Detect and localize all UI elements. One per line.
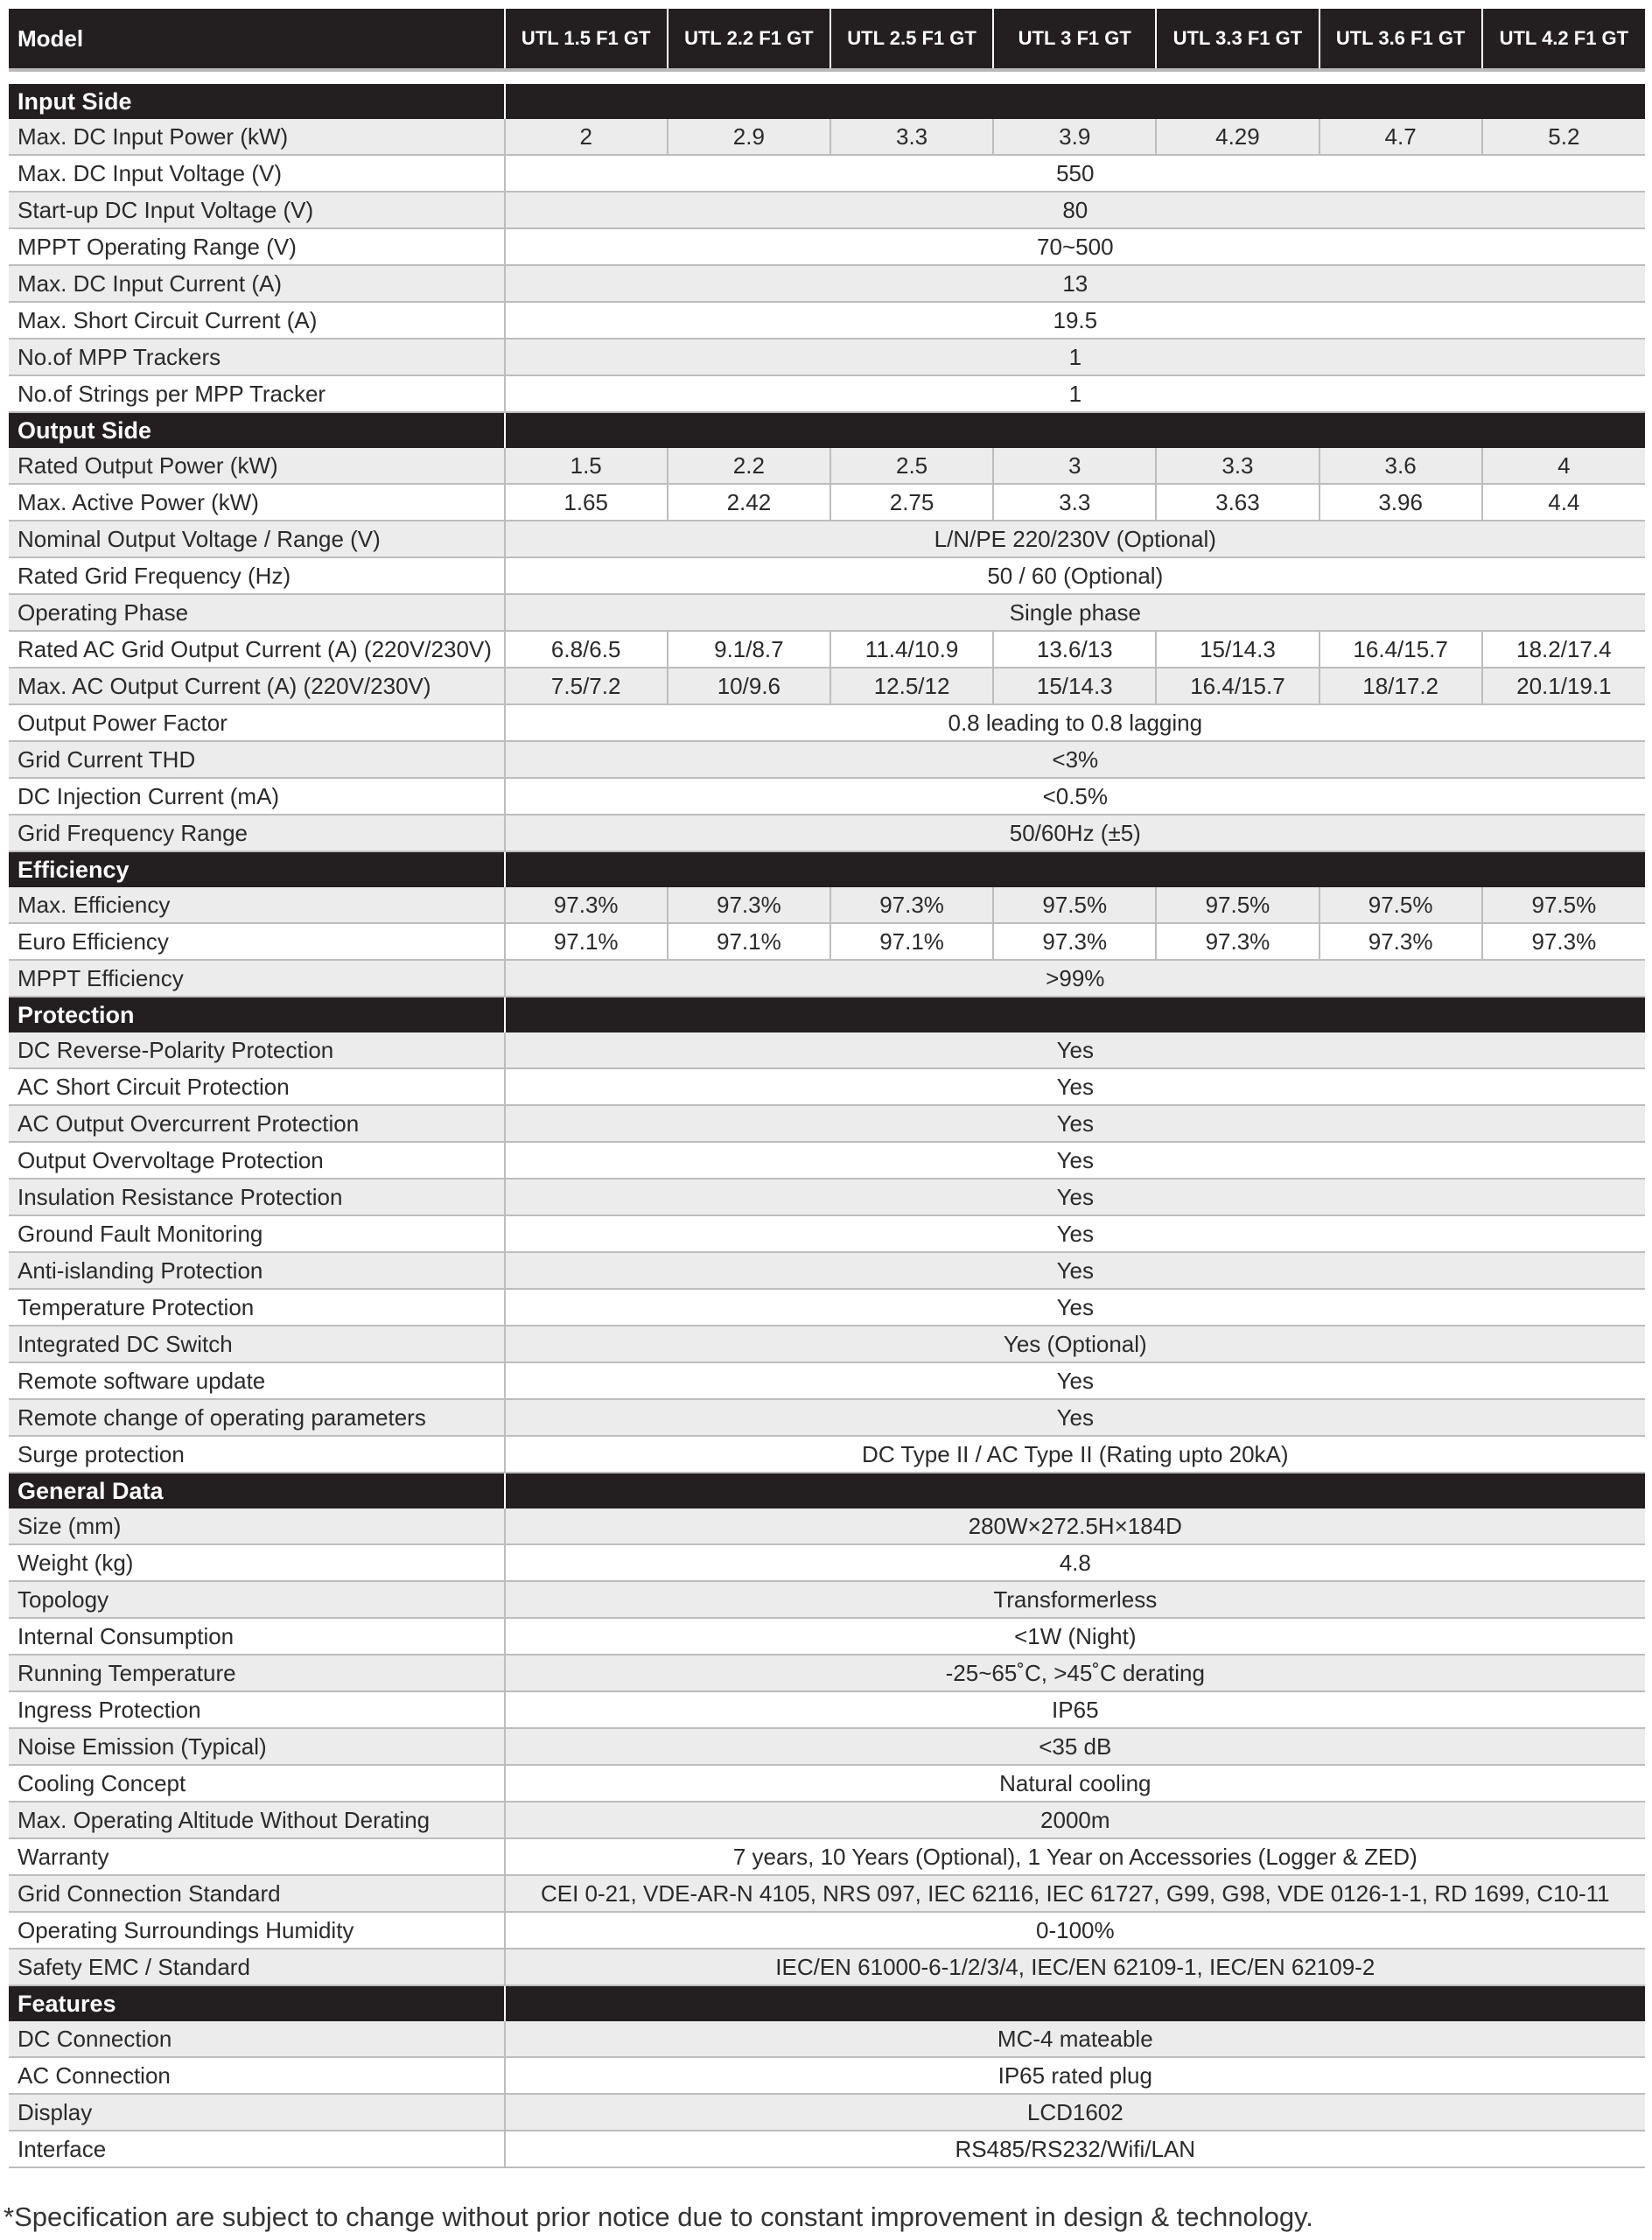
spec-row [9, 375, 1645, 412]
spec-value-shared: 50/60Hz (±5) [505, 815, 1645, 851]
spec-value-shared: 2000m [505, 1802, 1645, 1838]
spec-label: Ingress Protection [9, 1691, 505, 1728]
footnote: *Specification are subject to change without prior notice due to constant improvement in design & technology. [4, 2202, 1313, 2232]
spec-row [9, 265, 1645, 302]
spec-value-shared: Yes [505, 1362, 1645, 1399]
spec-label: Internal Consumption [9, 1618, 505, 1655]
spec-value: 3.6 [1320, 448, 1482, 484]
spec-value-shared: MC-4 mateable [505, 2021, 1645, 2057]
spec-label: DC Injection Current (mA) [9, 778, 505, 815]
spec-value-shared: Single phase [505, 594, 1645, 631]
spec-row [9, 302, 1645, 339]
spec-value: 97.1% [830, 923, 993, 960]
spec-value-shared: 1 [505, 375, 1645, 412]
spec-value: 12.5/12 [830, 668, 993, 704]
spec-value: 2.42 [668, 484, 830, 521]
spec-label: Max. Efficiency [9, 887, 505, 923]
spec-value-shared: IP65 [505, 1691, 1645, 1728]
header-divider [9, 70, 1645, 84]
spec-value: 3 [993, 448, 1156, 484]
spec-value: 97.3% [505, 887, 668, 923]
spec-value-shared: 0.8 leading to 0.8 lagging [505, 704, 1645, 741]
spec-value: 2.5 [830, 448, 993, 484]
spec-value: 2.9 [668, 119, 830, 155]
spec-sheet [9, 9, 1645, 2168]
spec-row [9, 1581, 1645, 1618]
spec-value-shared: <3% [505, 741, 1645, 778]
spec-label: AC Connection [9, 2057, 505, 2094]
spec-row [9, 741, 1645, 778]
spec-label: AC Output Overcurrent Protection [9, 1105, 505, 1142]
spec-label: Surge protection [9, 1436, 505, 1473]
spec-value: 18/17.2 [1320, 668, 1482, 704]
spec-label: Remote change of operating parameters [9, 1399, 505, 1436]
section-title: Input Side [9, 84, 505, 119]
spec-row [9, 557, 1645, 594]
spec-row [9, 815, 1645, 851]
model-header-label: Model [9, 9, 505, 70]
spec-label: Remote software update [9, 1362, 505, 1399]
spec-row [9, 2057, 1645, 2094]
spec-row [9, 631, 1645, 668]
spec-row [9, 1289, 1645, 1326]
section-header-fill [505, 851, 1645, 887]
spec-value-shared: L/N/PE 220/230V (Optional) [505, 521, 1645, 557]
spec-value: 97.3% [1482, 923, 1645, 960]
spec-value: 9.1/8.7 [668, 631, 830, 668]
model-name: UTL 4.2 F1 GT [1482, 9, 1645, 70]
spec-row [9, 1765, 1645, 1802]
spec-label: Operating Phase [9, 594, 505, 631]
spec-label: Nominal Output Voltage / Range (V) [9, 521, 505, 557]
spec-label: Interface [9, 2131, 505, 2167]
spec-value: 15/14.3 [1156, 631, 1319, 668]
spec-row [9, 2131, 1645, 2167]
spec-value: 6.8/6.5 [505, 631, 668, 668]
spec-row [9, 1912, 1645, 1949]
spec-label: Euro Efficiency [9, 923, 505, 960]
section-header-features [9, 1985, 1645, 2021]
spec-value-shared: 0-100% [505, 1912, 1645, 1949]
spec-row [9, 1362, 1645, 1399]
model-name: UTL 1.5 F1 GT [505, 9, 668, 70]
spec-row [9, 228, 1645, 265]
spec-label: Rated Grid Frequency (Hz) [9, 557, 505, 594]
spec-row [9, 1838, 1645, 1875]
spec-value-shared: Yes [505, 1215, 1645, 1252]
spec-label: No.of Strings per MPP Tracker [9, 375, 505, 412]
spec-value: 5.2 [1482, 119, 1645, 155]
spec-row [9, 668, 1645, 704]
spec-value-shared: <35 dB [505, 1728, 1645, 1765]
spec-value: 97.1% [505, 923, 668, 960]
spec-value: 3.9 [993, 119, 1156, 155]
spec-value-shared: <1W (Night) [505, 1618, 1645, 1655]
spec-row [9, 1949, 1645, 1985]
model-name: UTL 3.3 F1 GT [1156, 9, 1319, 70]
spec-table [9, 9, 1645, 2168]
spec-label: Display [9, 2094, 505, 2131]
spec-label: Grid Frequency Range [9, 815, 505, 851]
spec-label: Anti-islanding Protection [9, 1252, 505, 1289]
spec-body [9, 84, 1645, 2167]
spec-value: 15/14.3 [993, 668, 1156, 704]
spec-row [9, 887, 1645, 923]
spec-row [9, 119, 1645, 155]
spec-value-shared: Yes [505, 1142, 1645, 1179]
spec-value: 2.75 [830, 484, 993, 521]
spec-label: Grid Current THD [9, 741, 505, 778]
spec-row [9, 1618, 1645, 1655]
spec-value: 3.3 [830, 119, 993, 155]
spec-label: Cooling Concept [9, 1765, 505, 1802]
spec-row [9, 1436, 1645, 1473]
spec-row [9, 1544, 1645, 1581]
spec-value: 3.3 [993, 484, 1156, 521]
spec-label: AC Short Circuit Protection [9, 1068, 505, 1105]
spec-value: 11.4/10.9 [830, 631, 993, 668]
spec-row [9, 960, 1645, 997]
section-header-fill [505, 84, 1645, 119]
spec-value: 4.4 [1482, 484, 1645, 521]
spec-value: 20.1/19.1 [1482, 668, 1645, 704]
spec-value-shared: Yes [505, 1068, 1645, 1105]
spec-value: 97.5% [1320, 887, 1482, 923]
spec-label: Running Temperature [9, 1655, 505, 1691]
spec-label: Max. DC Input Power (kW) [9, 119, 505, 155]
spec-value: 3.63 [1156, 484, 1319, 521]
spec-value: 4.7 [1320, 119, 1482, 155]
spec-value: 97.3% [830, 887, 993, 923]
section-title: Protection [9, 997, 505, 1032]
spec-row [9, 339, 1645, 375]
spec-value-shared: DC Type II / AC Type II (Rating upto 20kA) [505, 1436, 1645, 1473]
spec-value: 1.65 [505, 484, 668, 521]
spec-row [9, 1142, 1645, 1179]
spec-value: 97.3% [993, 923, 1156, 960]
spec-value-shared: 80 [505, 192, 1645, 228]
spec-row [9, 1215, 1645, 1252]
model-header-row [9, 9, 1645, 70]
spec-label: Max. DC Input Voltage (V) [9, 155, 505, 192]
spec-row [9, 1326, 1645, 1362]
spec-label: Rated Output Power (kW) [9, 448, 505, 484]
spec-row [9, 1875, 1645, 1912]
spec-label: Topology [9, 1581, 505, 1618]
spec-value: 2 [505, 119, 668, 155]
spec-value: 10/9.6 [668, 668, 830, 704]
spec-value-shared: IEC/EN 61000-6-1/2/3/4, IEC/EN 62109-1, IEC/EN 62109-2 [505, 1949, 1645, 1985]
model-name: UTL 2.5 F1 GT [830, 9, 993, 70]
spec-row [9, 192, 1645, 228]
spec-value-shared: LCD1602 [505, 2094, 1645, 2131]
spec-row [9, 1691, 1645, 1728]
spec-row [9, 155, 1645, 192]
spec-row [9, 594, 1645, 631]
spec-row [9, 1728, 1645, 1765]
section-header-fill [505, 997, 1645, 1032]
spec-value-shared: Natural cooling [505, 1765, 1645, 1802]
section-title: Output Side [9, 412, 505, 448]
spec-value: 16.4/15.7 [1320, 631, 1482, 668]
spec-value: 97.3% [668, 887, 830, 923]
spec-label: Integrated DC Switch [9, 1326, 505, 1362]
spec-row [9, 1105, 1645, 1142]
spec-label: Noise Emission (Typical) [9, 1728, 505, 1765]
spec-row [9, 704, 1645, 741]
section-header-fill [505, 1473, 1645, 1508]
spec-label: Max. Short Circuit Current (A) [9, 302, 505, 339]
spec-row [9, 2021, 1645, 2057]
spec-value-shared: Yes [505, 1105, 1645, 1142]
spec-row [9, 1508, 1645, 1544]
spec-label: MPPT Efficiency [9, 960, 505, 997]
spec-label: Max. Operating Altitude Without Derating [9, 1802, 505, 1838]
spec-value: 97.5% [993, 887, 1156, 923]
spec-row [9, 923, 1645, 960]
spec-value-shared: Yes [505, 1399, 1645, 1436]
spec-label: Output Overvoltage Protection [9, 1142, 505, 1179]
model-name: UTL 3.6 F1 GT [1320, 9, 1482, 70]
spec-label: Max. AC Output Current (A) (220V/230V) [9, 668, 505, 704]
model-name: UTL 2.2 F1 GT [668, 9, 830, 70]
spec-value: 13.6/13 [993, 631, 1156, 668]
spec-value-shared: 70~500 [505, 228, 1645, 265]
spec-value-shared: 4.8 [505, 1544, 1645, 1581]
spec-value: 3.96 [1320, 484, 1482, 521]
spec-value: 2.2 [668, 448, 830, 484]
spec-row [9, 1252, 1645, 1289]
spec-row [9, 1068, 1645, 1105]
spec-value-shared: -25~65˚C, >45˚C derating [505, 1655, 1645, 1691]
spec-label: Weight (kg) [9, 1544, 505, 1581]
section-header-fill [505, 1985, 1645, 2021]
spec-value-shared: 50 / 60 (Optional) [505, 557, 1645, 594]
spec-value-shared: <0.5% [505, 778, 1645, 815]
spec-value: 97.3% [1156, 923, 1319, 960]
spec-label: Warranty [9, 1838, 505, 1875]
spec-value-shared: 280W×272.5H×184D [505, 1508, 1645, 1544]
spec-label: Safety EMC / Standard [9, 1949, 505, 1985]
spec-row [9, 2094, 1645, 2131]
spec-value-shared: 19.5 [505, 302, 1645, 339]
spec-label: Start-up DC Input Voltage (V) [9, 192, 505, 228]
spec-value-shared: Yes [505, 1179, 1645, 1215]
spec-label: Ground Fault Monitoring [9, 1215, 505, 1252]
spec-value: 97.1% [668, 923, 830, 960]
spec-label: Insulation Resistance Protection [9, 1179, 505, 1215]
spec-value-shared: IP65 rated plug [505, 2057, 1645, 2094]
spec-label: Grid Connection Standard [9, 1875, 505, 1912]
section-header-output-side [9, 412, 1645, 448]
spec-value: 3.3 [1156, 448, 1319, 484]
spec-value: 97.5% [1156, 887, 1319, 923]
spec-value: 97.5% [1482, 887, 1645, 923]
spec-row [9, 521, 1645, 557]
model-name: UTL 3 F1 GT [993, 9, 1156, 70]
spec-value: 18.2/17.4 [1482, 631, 1645, 668]
spec-row [9, 1802, 1645, 1838]
spec-row [9, 778, 1645, 815]
spec-value-shared: 7 years, 10 Years (Optional), 1 Year on Accessories (Logger & ZED) [505, 1838, 1645, 1875]
spec-row [9, 1032, 1645, 1068]
spec-row [9, 1179, 1645, 1215]
spec-value-shared: Yes (Optional) [505, 1326, 1645, 1362]
spec-value-shared: Transformerless [505, 1581, 1645, 1618]
spec-label: DC Reverse-Polarity Protection [9, 1032, 505, 1068]
spec-value-shared: Yes [505, 1252, 1645, 1289]
spec-value: 1.5 [505, 448, 668, 484]
spec-value: 4 [1482, 448, 1645, 484]
section-header-protection [9, 997, 1645, 1032]
spec-label: MPPT Operating Range (V) [9, 228, 505, 265]
spec-value-shared: 13 [505, 265, 1645, 302]
spec-value-shared: 1 [505, 339, 1645, 375]
spec-label: Max. Active Power (kW) [9, 484, 505, 521]
spec-row [9, 1399, 1645, 1436]
spec-label: Rated AC Grid Output Current (A) (220V/230V) [9, 631, 505, 668]
spec-value-shared: 550 [505, 155, 1645, 192]
spec-value-shared: RS485/RS232/Wifi/LAN [505, 2131, 1645, 2167]
spec-value: 7.5/7.2 [505, 668, 668, 704]
spec-value: 16.4/15.7 [1156, 668, 1319, 704]
spec-row [9, 1655, 1645, 1691]
section-header-fill [505, 412, 1645, 448]
section-header-input-side [9, 84, 1645, 119]
section-title: General Data [9, 1473, 505, 1508]
spec-value: 97.3% [1320, 923, 1482, 960]
spec-label: DC Connection [9, 2021, 505, 2057]
spec-label: Size (mm) [9, 1508, 505, 1544]
section-title: Features [9, 1985, 505, 2021]
spec-label: Max. DC Input Current (A) [9, 265, 505, 302]
spec-row [9, 448, 1645, 484]
spec-row [9, 484, 1645, 521]
spec-value: 4.29 [1156, 119, 1319, 155]
spec-value-shared: Yes [505, 1289, 1645, 1326]
section-title: Efficiency [9, 851, 505, 887]
spec-value-shared: Yes [505, 1032, 1645, 1068]
spec-value-shared: >99% [505, 960, 1645, 997]
spec-label: Output Power Factor [9, 704, 505, 741]
section-header-efficiency [9, 851, 1645, 887]
spec-value-shared: CEI 0-21, VDE-AR-N 4105, NRS 097, IEC 62116, IEC 61727, G99, G98, VDE 0126-1-1, RD 1699, C10-11 [505, 1875, 1645, 1912]
spec-label: Operating Surroundings Humidity [9, 1912, 505, 1949]
spec-label: No.of MPP Trackers [9, 339, 505, 375]
spec-label: Temperature Protection [9, 1289, 505, 1326]
section-header-general-data [9, 1473, 1645, 1508]
